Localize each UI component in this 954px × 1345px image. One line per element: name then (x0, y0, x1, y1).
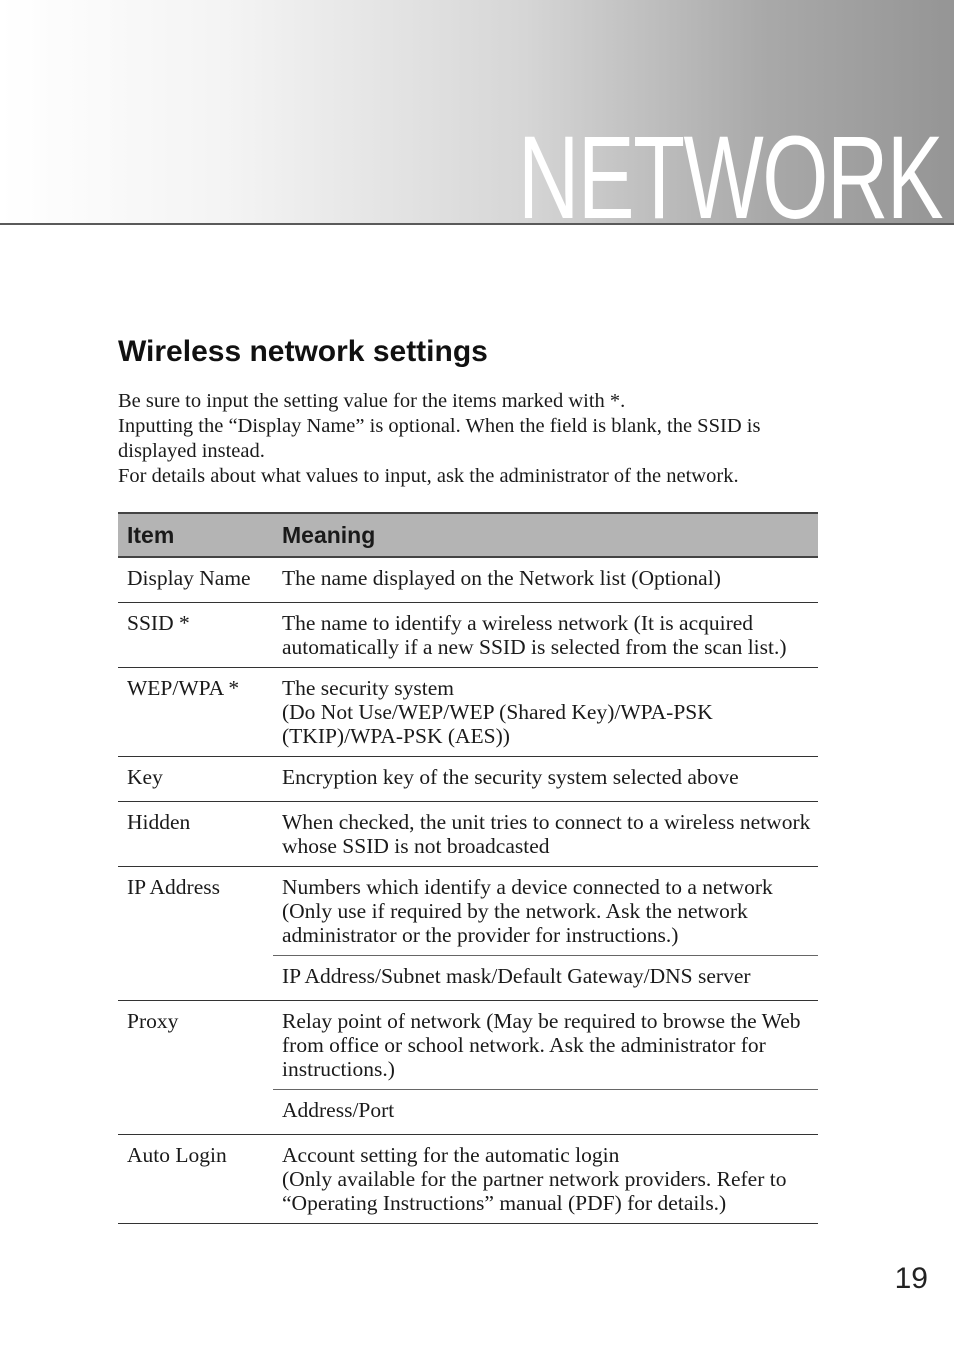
item-cell: Display Name (118, 557, 273, 603)
item-cell: IP Address (118, 867, 273, 1001)
chapter-banner (0, 0, 954, 225)
page-number: 19 (894, 1262, 928, 1295)
meaning-line: The security system (282, 676, 454, 700)
section-title: Wireless network settings (118, 335, 488, 368)
meaning-cell (273, 668, 818, 757)
item-cell: Proxy (118, 1001, 273, 1135)
table-row (118, 867, 818, 956)
meaning-cell: Relay point of network (May be required to browse the Web from office or school network. Ask the administrator for instructions.) (282, 1009, 801, 1081)
intro-line: Inputting the “Display Name” is optional. When the field is blank, the SSID is displayed instead. (118, 415, 761, 462)
meaning-cell: The name displayed on the Network list (Optional) (273, 557, 818, 603)
meaning-cell (273, 1135, 818, 1224)
item-cell: Key (118, 757, 273, 802)
meaning-subcell: IP Address/Subnet mask/Default Gateway/DNS server (273, 956, 818, 1001)
intro-line: For details about what values to input, ask the administrator of the network. (118, 465, 739, 487)
item-cell: SSID * (118, 603, 273, 668)
table-header-row (118, 513, 818, 557)
item-cell: Auto Login (118, 1135, 273, 1224)
table-row (118, 1001, 818, 1090)
header-meaning: Meaning (273, 513, 818, 557)
table-row (118, 603, 818, 668)
meaning-line: (Only available for the partner network providers. Refer to “Operating Instructions” manual (PDF) for details.) (282, 1167, 787, 1215)
table-row (118, 557, 818, 603)
item-cell: WEP/WPA * (118, 668, 273, 757)
meaning-cell: When checked, the unit tries to connect to a wireless network whose SSID is not broadcasted (273, 802, 818, 867)
chapter-title: NETWORK (517, 112, 942, 225)
settings-table (118, 512, 818, 1224)
meaning-line: Account setting for the automatic login (282, 1143, 620, 1167)
meaning-cell: Encryption key of the security system selected above (273, 757, 818, 802)
meaning-cell: Numbers which identify a device connected to a network (Only use if required by the network. Ask the network administrator or the provider for instructions.) (282, 875, 773, 947)
item-cell: Hidden (118, 802, 273, 867)
header-item: Item (118, 513, 273, 557)
table-row (118, 668, 818, 757)
table-row (118, 1135, 818, 1224)
table-row (118, 757, 818, 802)
meaning-subcell: Address/Port (273, 1090, 818, 1135)
meaning-cell: The name to identify a wireless network (It is acquired automatically if a new SSID is selected from the scan list.) (273, 603, 818, 668)
table-row (118, 802, 818, 867)
meaning-line: (Do Not Use/WEP/WEP (Shared Key)/WPA-PSK (TKIP)/WPA-PSK (AES)) (282, 700, 713, 748)
intro-text (118, 389, 818, 489)
intro-line: Be sure to input the setting value for the items marked with *. (118, 390, 626, 412)
